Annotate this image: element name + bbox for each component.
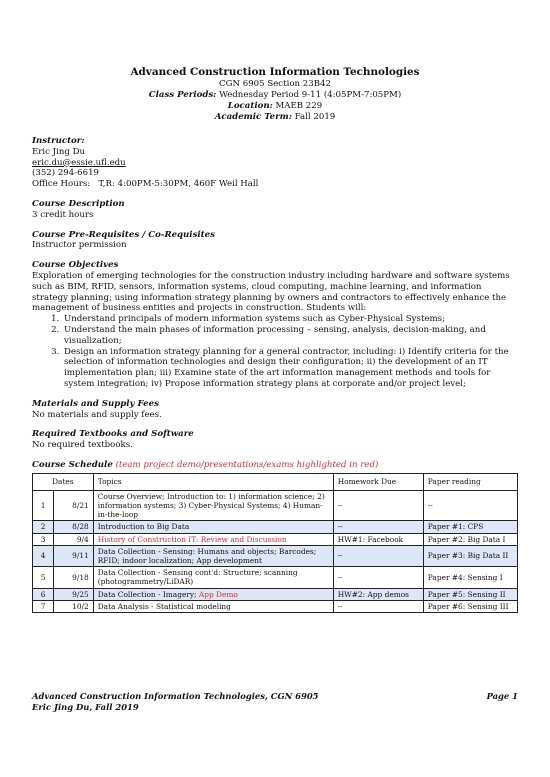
description-section: [32, 199, 518, 221]
row-number: 6: [33, 588, 54, 600]
table-row: [33, 567, 518, 588]
row-number: 5: [33, 567, 54, 588]
table-row: [33, 600, 518, 612]
col-paper: Paper reading: [423, 473, 517, 490]
footer-course: Advanced Construction Information Technologies, CGN 6905: [32, 691, 319, 701]
row-homework: --: [333, 521, 423, 533]
row-homework: HW#2: App demos: [333, 588, 423, 600]
instructor-phone: (352) 294-6619: [32, 168, 100, 179]
col-dates: Dates: [33, 473, 94, 490]
description-text: 3 credit hours: [32, 209, 94, 220]
term-value: Fall 2019: [294, 112, 336, 122]
row-number: 2: [33, 521, 54, 533]
materials-text: No materials and supply fees.: [32, 409, 162, 420]
prereq-heading: Course Pre-Requisites / Co-Requisites: [32, 229, 215, 240]
row-date: 8/21: [54, 490, 93, 521]
objectives-heading: Course Objectives: [32, 260, 119, 271]
row-topic: Introduction to Big Data: [93, 521, 333, 533]
row-homework: --: [333, 600, 423, 612]
location-label: Location:: [227, 101, 273, 111]
table-row: [33, 545, 518, 566]
schedule-table: [32, 473, 518, 613]
row-paper: Paper #1: CPS: [423, 521, 517, 533]
objective-item: 3. Design an information strategy planning for a general contractor, including: i) Identify criteria for the selection of information technologies and design their configuration; ii) the development of an IT implementation plan; iii) Examine state of the art information management methods and tools for system integration; iv) Propose information strategy plans at corporate and/or project level;: [62, 347, 518, 390]
row-homework: --: [333, 545, 423, 566]
page-number: Page 1: [486, 691, 518, 701]
document-page: [32, 66, 518, 613]
row-date: 9/4: [54, 533, 93, 545]
textbooks-text: No required textbooks.: [32, 440, 133, 451]
document-header: [32, 66, 518, 123]
row-paper: Paper #2: Big Data I: [423, 533, 517, 545]
materials-section: [32, 399, 518, 421]
textbooks-section: [32, 429, 518, 451]
row-paper: Paper #4: Sensing I: [423, 567, 517, 588]
objectives-intro: Exploration of emerging technologies for the construction industry including hardware and software systems such as BIM, RFID, sensors, information systems, cloud computing, machine learning, and information strategy planning; using information strategy planning by owners and contractors to effectively enhance the management of business entities and projects in construction. Students will:: [32, 270, 510, 314]
schedule-header-row: [33, 473, 518, 490]
col-homework: Homework Due: [333, 473, 423, 490]
prereq-section: [32, 230, 518, 252]
course-title: Advanced Construction Information Technologies: [130, 66, 420, 78]
row-topic: History of Construction IT: Review and Discussion: [93, 533, 333, 545]
row-topic: Course Overview; Introduction to: 1) information science; 2) information systems; 3) Cyber-Physical Systems; 4) Human-in-the-loop: [93, 490, 333, 521]
row-number: 1: [33, 490, 54, 521]
footer-author: Eric Jing Du, Fall 2019: [32, 702, 139, 712]
row-topic: Data Collection - Sensing: Humans and objects; Barcodes; RFID; indoor localization; App development: [93, 545, 333, 566]
objective-item: 2. Understand the main phases of information processing – sensing, analysis, decision-making, and visualization;: [62, 325, 518, 347]
row-topic: Data Collection - Imagery; App Demo: [93, 588, 333, 600]
row-paper: Paper #3: Big Data II: [423, 545, 517, 566]
schedule-heading: Course Schedule: [32, 459, 113, 470]
objective-item: 1. Understand principals of modern information systems such as Cyber-Physical Systems;: [62, 314, 518, 325]
schedule-note: (team project demo/presentations/exams highlighted in red): [115, 459, 379, 470]
page-footer: [32, 691, 518, 713]
row-topic: Data Collection - Sensing cont'd: Structure; scanning (photogrammetry/LiDAR): [93, 567, 333, 588]
col-topics: Topics: [93, 473, 333, 490]
row-date: 9/11: [54, 545, 93, 566]
prereq-text: Instructor permission: [32, 240, 127, 251]
row-homework: --: [333, 490, 423, 521]
instructor-email-link[interactable]: eric.du@essie.ufl.edu: [32, 157, 126, 168]
instructor-name: Eric Jing Du: [32, 146, 86, 157]
row-topic: Data Analysis - Statistical modeling: [93, 600, 333, 612]
row-date: 10/2: [54, 600, 93, 612]
table-row: [33, 521, 518, 533]
materials-heading: Materials and Supply Fees: [32, 398, 159, 409]
schedule-section: [32, 460, 518, 613]
row-number: 3: [33, 533, 54, 545]
objectives-list: [32, 314, 518, 390]
textbooks-heading: Required Textbooks and Software: [32, 429, 194, 440]
table-row: [33, 588, 518, 600]
row-homework: HW#1: Facebook: [333, 533, 423, 545]
table-row: [33, 533, 518, 545]
office-hours: Office Hours: T,R: 4:00PM-5:30PM, 460F Weil Hall: [32, 179, 259, 190]
instructor-heading: Instructor:: [32, 136, 85, 146]
location-value: MAEB 229: [275, 101, 323, 111]
row-number: 7: [33, 600, 54, 612]
row-date: 9/25: [54, 588, 93, 600]
term-line: [32, 112, 518, 123]
class-periods-line: [32, 90, 518, 101]
row-paper: Paper #6: Sensing III: [423, 600, 517, 612]
objectives-section: [32, 260, 518, 390]
class-periods-label: Class Periods:: [148, 90, 217, 100]
location-line: [32, 101, 518, 112]
instructor-section: [32, 136, 518, 190]
row-paper: Paper #5: Sensing II: [423, 588, 517, 600]
table-row: [33, 490, 518, 521]
row-date: 9/18: [54, 567, 93, 588]
term-label: Academic Term:: [214, 112, 292, 122]
class-periods-value: Wednesday Period 9-11 (4:05PM-7:05PM): [219, 90, 402, 100]
row-number: 4: [33, 545, 54, 566]
row-homework: --: [333, 567, 423, 588]
description-heading: Course Description: [32, 198, 125, 209]
row-date: 8/28: [54, 521, 93, 533]
course-section: CGN 6905 Section 23B42: [219, 79, 331, 89]
row-paper: --: [423, 490, 517, 521]
